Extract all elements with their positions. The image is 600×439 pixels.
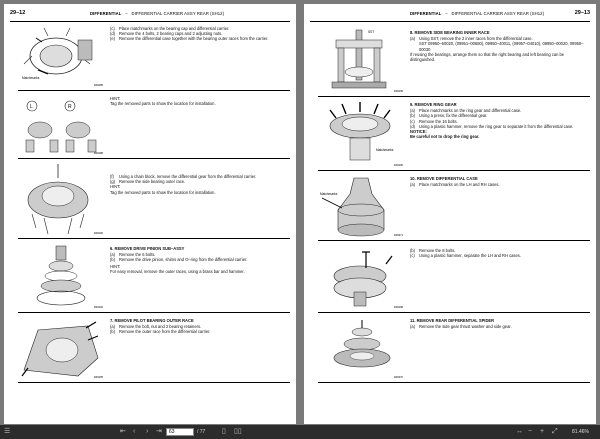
procedure-block: Matchmarks D06971 10. REMOVE DIFFERENTIAL CASE (a) Place matchmarks on the LH and RH cases.	[318, 174, 590, 240]
divider	[18, 238, 290, 239]
illustration	[18, 164, 104, 236]
divider	[318, 96, 590, 97]
page-number-input[interactable]: 63	[166, 428, 194, 436]
illustration	[18, 244, 104, 310]
zoom-level[interactable]: 81.46%	[572, 429, 589, 435]
step-heading: 11. REMOVE REAR DIFFERENTIAL SPIDER	[410, 318, 495, 323]
procedure-block: SST D06295 8. REMOVE SIDE BEARING INNER RACE (a) Using SST, remove the 2 inner races from the differential case. SST 09950–60020, (09951–00680), 09950–40011, (09957–04010), 09950–00020, 09950–00030 If reusing the bearings, arrange them so that the right bearing and left bearing can be distinguished.	[318, 26, 590, 96]
matchmarks-label: Matchmarks	[320, 192, 338, 196]
illustration	[18, 318, 104, 380]
step-heading: 9. REMOVE RING GEAR	[410, 102, 457, 107]
procedure-block: L R D06288 HINT: Tag the removed parts to show the location for installation.	[18, 94, 290, 158]
divider	[318, 240, 590, 241]
figure-code: D06971	[393, 234, 403, 237]
figure-code: D06292	[93, 306, 103, 309]
step-heading: 8. REMOVE SIDE BEARING INNER RACE	[410, 30, 490, 35]
divider	[18, 312, 290, 313]
procedure-block: D06370 11. REMOVE REAR DIFFERENTIAL SPIDER (a) Remove the side gear thrust washer and side gear.	[318, 316, 590, 382]
notice-label: NOTICE:	[410, 129, 427, 135]
procedure-block: D06290 (f) Using a chain block, remove the differential gear from the differential carrier. (g) Remove the side bearing outer race. HINT: Tag the removed parts to show the location for installation.	[18, 162, 290, 238]
zoom-in-icon[interactable]: +	[540, 428, 545, 435]
page-number: 29–12	[10, 10, 26, 16]
figure-code: D06290	[93, 232, 103, 235]
single-page-icon[interactable]: ▯	[222, 428, 226, 435]
illustration	[18, 96, 104, 156]
procedure-block: Matchmarks D06285 (c) Place matchmarks on the bearing cap and differential carrier. (d) Remove the 4 bolts, 2 bearing caps and 2 adjusting nuts. (e) Remove the differential case together with the bearing outer races from the carrier.	[18, 26, 290, 90]
step-heading: 10. REMOVE DIFFERENTIAL CASE	[410, 176, 478, 181]
right-page	[304, 4, 596, 424]
left-page	[4, 4, 296, 424]
zoom-out-icon[interactable]: −	[528, 428, 533, 435]
pdf-toolbar	[0, 425, 600, 439]
illustration	[318, 318, 404, 380]
fullscreen-icon[interactable]: ⤢	[552, 428, 558, 435]
divider	[18, 90, 290, 91]
procedure-block: D06298 (b) Remove the 8 bolts. (c) Using a plastic hammer, separate the LH and RH cases.	[318, 244, 590, 312]
divider	[318, 170, 590, 171]
procedure-block: D06295 7. REMOVE PILOT BEARING OUTER RACE (a) Remove the bolt, nut and 2 bearing retainers. (b) Remove the outer race from the differential carrier.	[18, 316, 290, 382]
page-header: 29–12 DIFFERENTIAL – DIFFERENTIAL CARRIER ASSY REAR (SH12)	[10, 8, 290, 22]
first-page-icon[interactable]: ⇤	[120, 428, 126, 435]
illustration	[318, 174, 404, 238]
page-header: DIFFERENTIAL – DIFFERENTIAL CARRIER ASSY REAR (SH12) 29–13	[310, 8, 590, 22]
figure-code: D06298	[393, 306, 403, 309]
illustration	[318, 246, 404, 310]
prev-page-icon[interactable]: ‹	[133, 428, 136, 435]
divider	[18, 158, 290, 159]
last-page-icon[interactable]: ⇥	[156, 428, 162, 435]
sst-label: SST	[368, 30, 375, 34]
header-title: DIFFERENTIAL CARRIER ASSY REAR (SH12)	[131, 11, 225, 16]
next-page-icon[interactable]: ›	[146, 428, 149, 435]
fit-width-icon[interactable]: ↔	[516, 428, 523, 435]
divider	[318, 382, 590, 383]
figure-code: D06296	[393, 164, 403, 167]
matchmarks-label: Matchmarks	[22, 76, 40, 80]
header-title: DIFFERENTIAL CARRIER ASSY REAR (SH12)	[451, 11, 545, 16]
figure-code: D06285	[93, 84, 103, 87]
notice-text: Be careful not to drop the ring gear.	[410, 134, 480, 140]
figure-code: D06288	[93, 152, 103, 155]
figure-code: D06370	[393, 376, 403, 379]
illustration	[318, 26, 404, 94]
illustration	[18, 26, 104, 88]
page-number: 29–13	[574, 10, 590, 16]
divider	[18, 382, 290, 383]
procedure-block: D06292 6. REMOVE DRIVE PINION SUB–ASSY (a) Remove the 6 bolts. (b) Remove the drive pinion, shims and O–ring from the differential carrier. HINT: For easy removal, remove the outer races, using a brass bar and hammer.	[18, 242, 290, 312]
figure-code: D06295	[93, 376, 103, 379]
sidebar-toggle-icon[interactable]: ☰	[4, 428, 11, 435]
procedure-block: Matchmarks D06296 9. REMOVE RING GEAR (a) Place matchmarks on the ring gear and differential case. (b) Using a press, fix the differential gear. (c) Remove the 16 bolts. (d) Using a plastic hammer, remove the ring gear to separate it from the differential case. NOTICE: Be careful not to drop the ring gear.	[318, 100, 590, 170]
figure-code: D06295	[393, 90, 403, 93]
right-tag: R	[68, 104, 72, 110]
step-heading: 7. REMOVE PILOT BEARING OUTER RACE	[110, 318, 194, 323]
matchmarks-label: Matchmarks	[376, 148, 394, 152]
total-pages: / 77	[197, 429, 206, 435]
step-heading: 6. REMOVE DRIVE PINION SUB–ASSY	[110, 246, 185, 251]
two-page-icon[interactable]: ▯▯	[234, 428, 242, 435]
divider	[318, 312, 590, 313]
header-section: DIFFERENTIAL	[410, 11, 442, 16]
illustration	[318, 100, 404, 168]
header-section: DIFFERENTIAL	[90, 11, 122, 16]
left-tag: L	[30, 104, 33, 110]
